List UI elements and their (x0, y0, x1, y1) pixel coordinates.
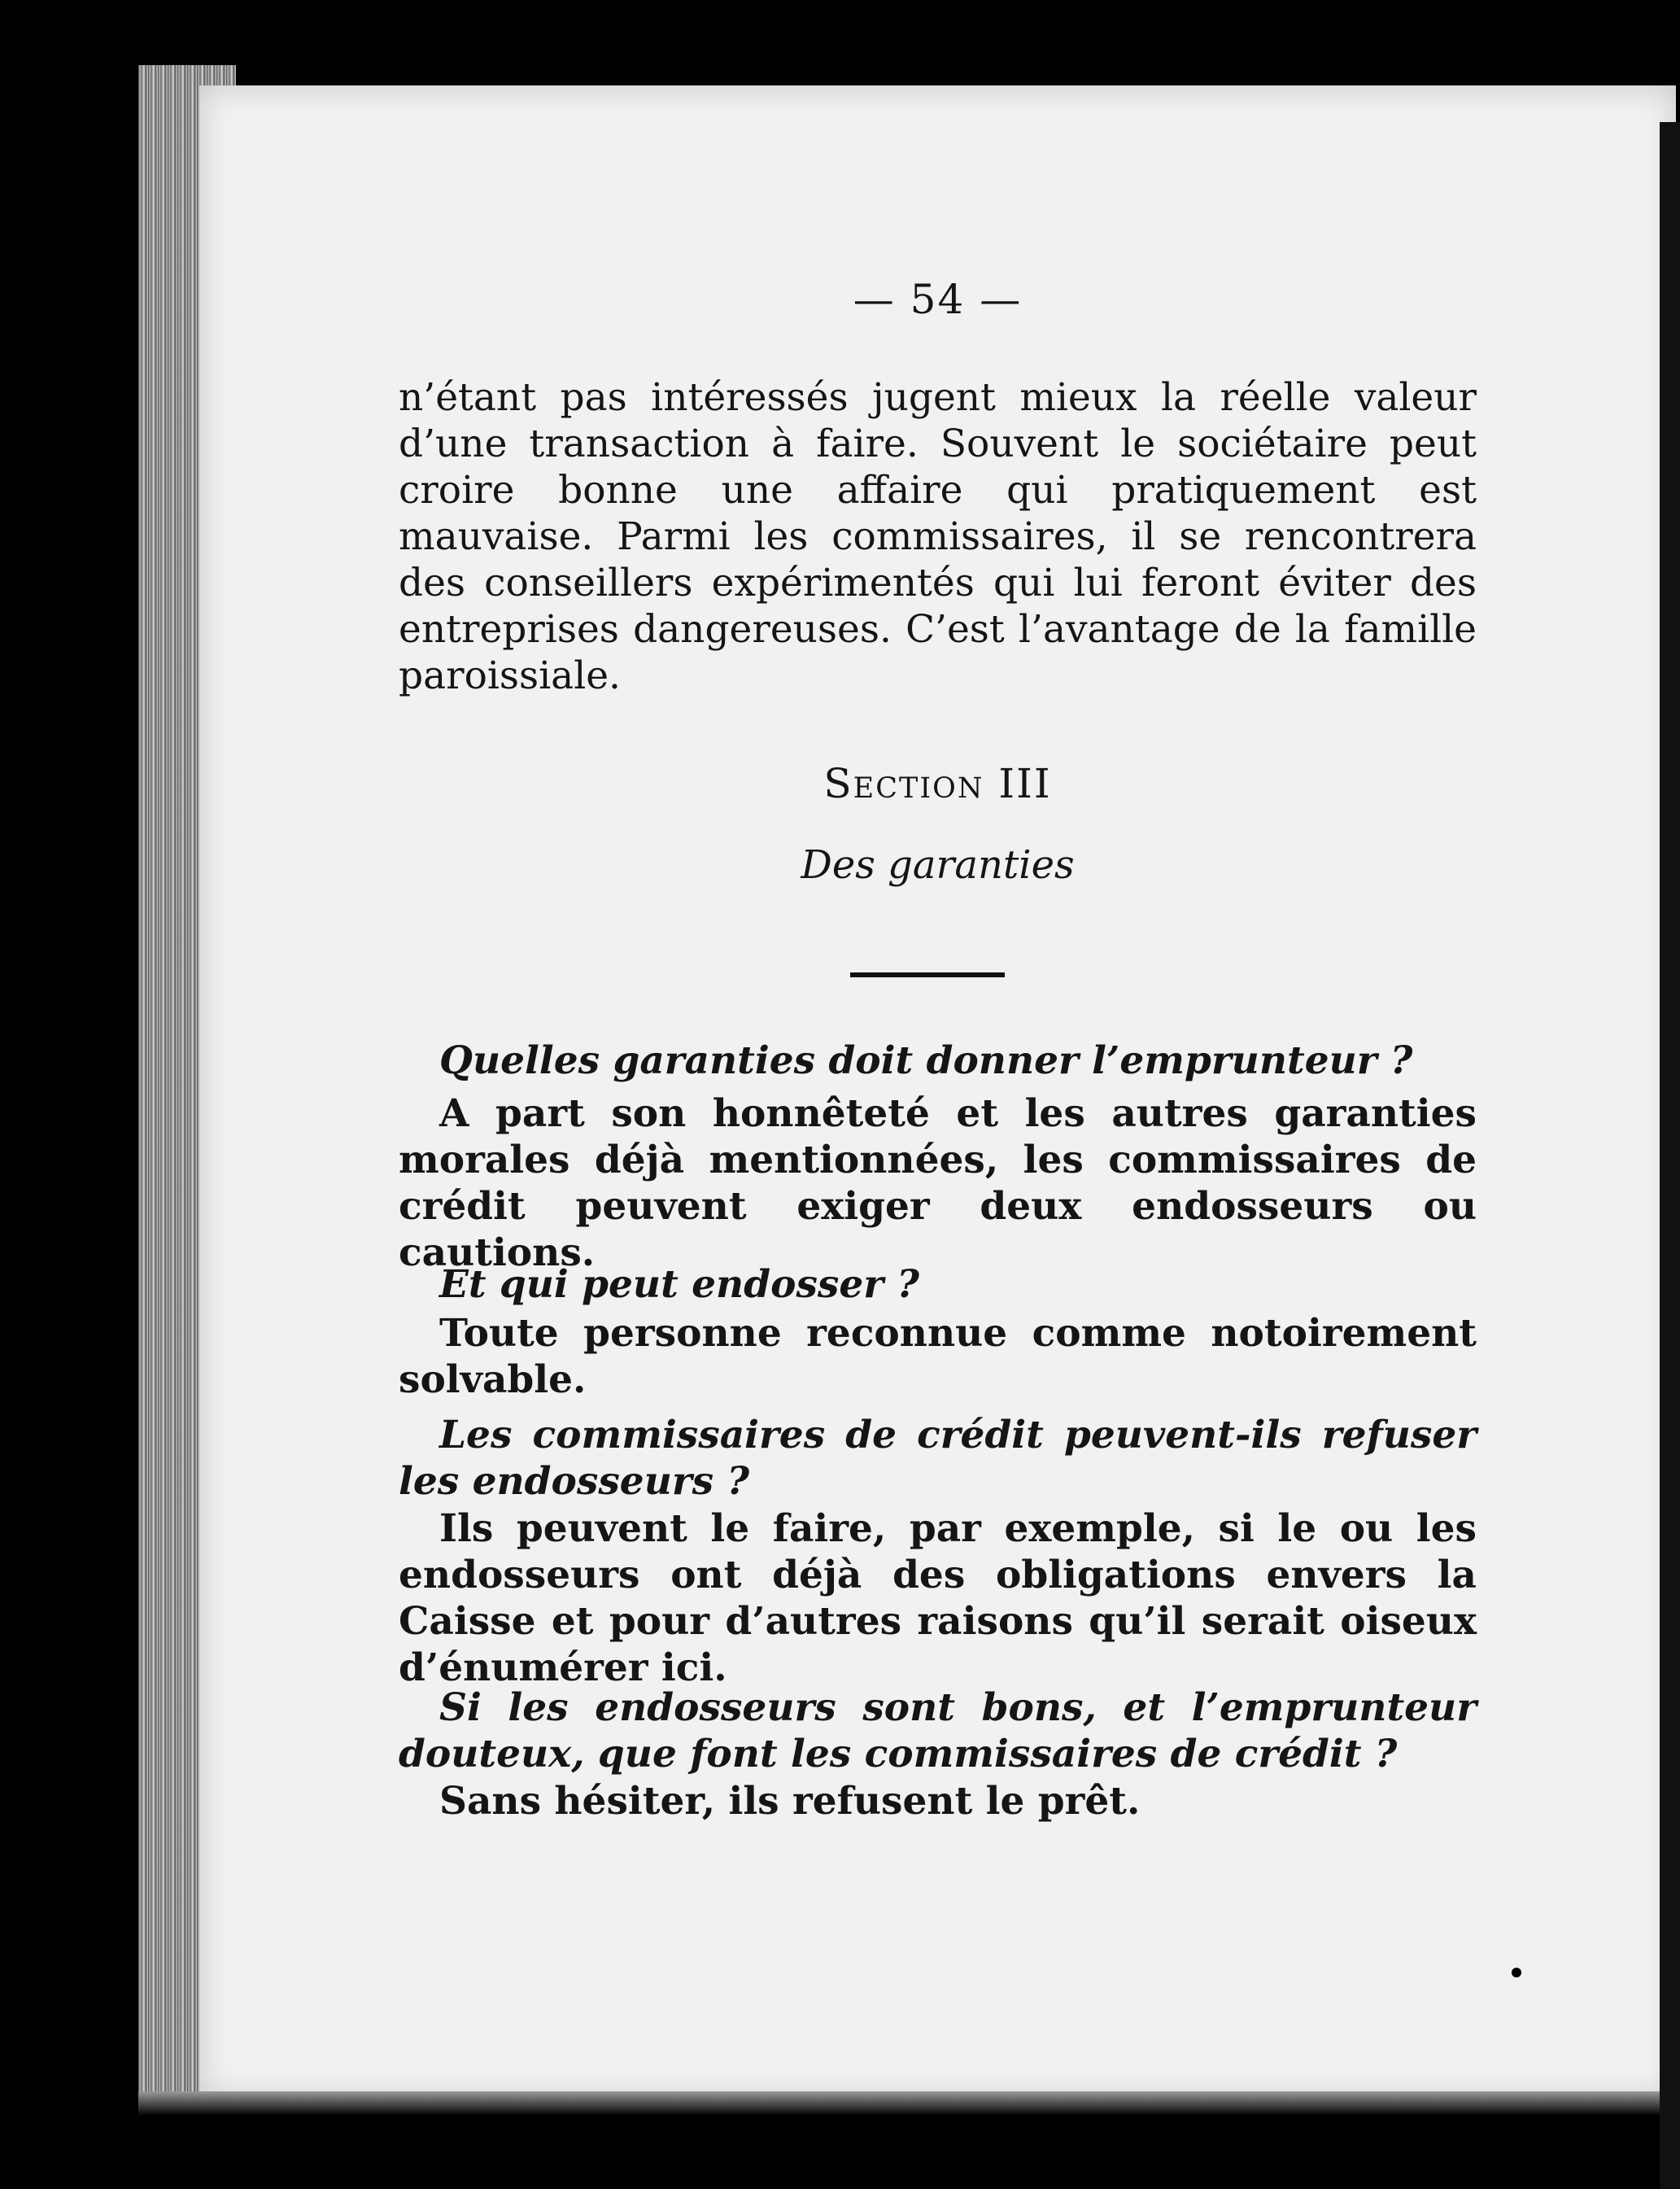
question-4: Si les endosseurs sont bons, et l’emprunteur douteux, que font les commissaires de crédit ? (399, 1685, 1477, 1776)
ink-speck (1512, 1968, 1521, 1977)
answer-3: Ils peuvent le faire, par exemple, si le ou les endosseurs ont déjà des obligations envers la Caisse et pour d’autres raisons qu’il serait oiseux d’énumérer ici. (399, 1506, 1477, 1690)
section-heading: Section III (823, 760, 1052, 807)
question-1: Quelles garanties doit donner l’emprunteur ? (439, 1038, 1413, 1083)
section-divider-rule (850, 972, 1005, 977)
answer-2: Toute personne reconnue comme notoirement solvable. (399, 1311, 1477, 1402)
continuation-paragraph: n’étant pas intéressés jugent mieux la réelle valeur d’une transaction à faire. Souvent le sociétaire peut croire bonne une affaire qui pratiquement est mauvaise. Parmi les commissaires, il se rencontrera des conseillers expérimentés qui lui feront éviter des entreprises dangereuses. C’est l’avantage de la famille paroissiale. (399, 375, 1477, 698)
question-2: Et qui peut endosser ? (439, 1262, 919, 1307)
answer-4: Sans hésiter, ils refusent le prêt. (439, 1779, 1141, 1824)
answer-1: A part son honnêteté et les autres garanties morales déjà mentionnées, les commissaires de crédit peuvent exiger deux endosseurs ou cautions. (399, 1091, 1477, 1275)
question-3: Les commissaires de crédit peuvent-ils refuser les endosseurs ? (399, 1413, 1477, 1504)
section-subtitle: Des garanties (801, 842, 1075, 888)
page-number: — 54 — (853, 276, 1023, 323)
page-right-shadow (1660, 122, 1680, 2189)
page-bottom-shadow (138, 2091, 1660, 2116)
